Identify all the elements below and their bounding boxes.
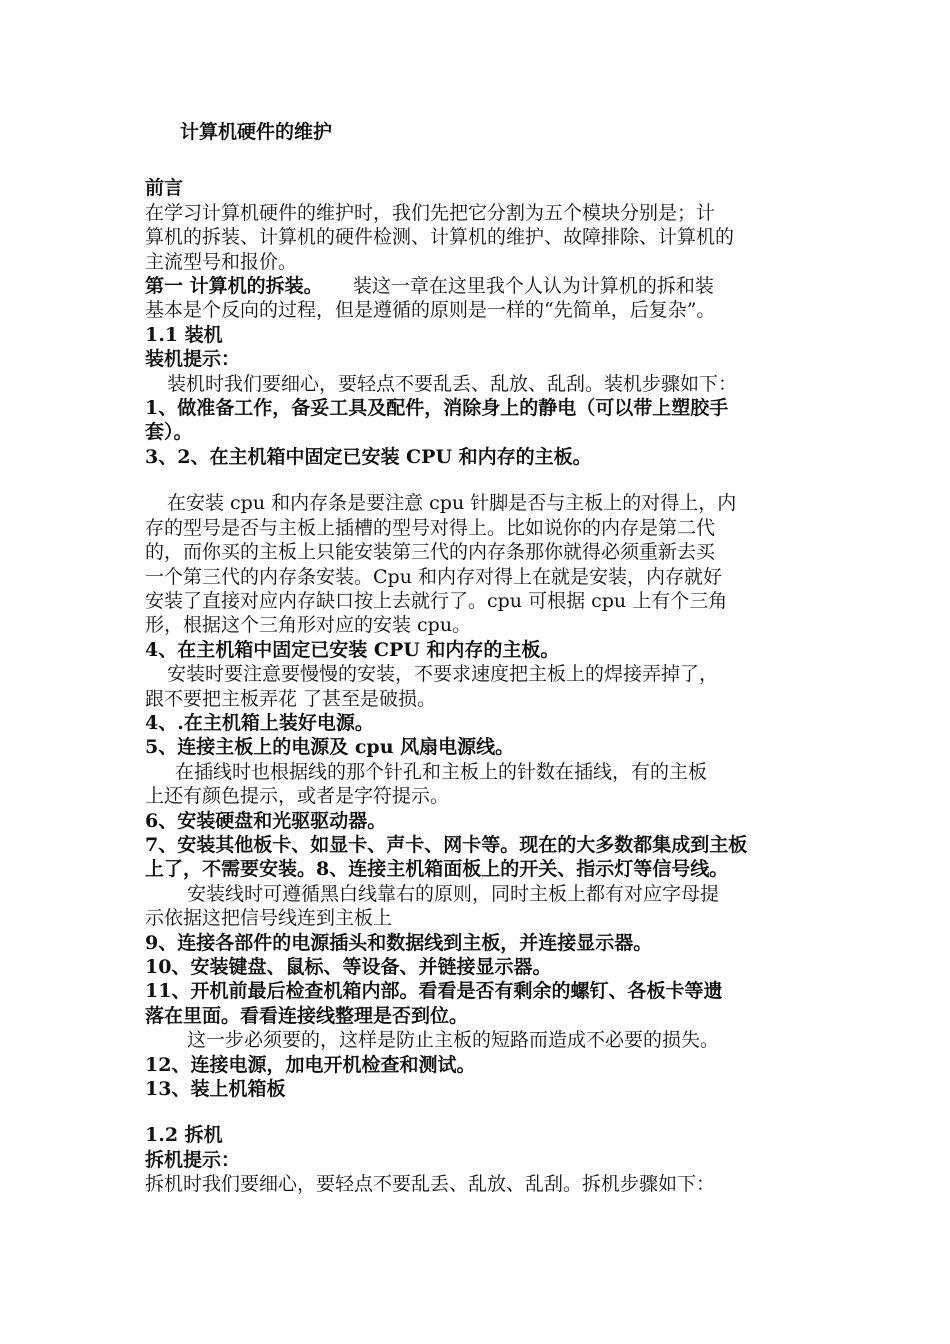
step-4a-note: 跟不要把主板弄花 了甚至是破损。	[145, 687, 437, 710]
cpu-note-line: 在安装 cpu 和内存条是要注意 cpu 针脚是否与主板上的对得上，内	[167, 492, 737, 515]
section-1-1-heading: 1.1 装机	[145, 323, 223, 346]
cpu-note-line: 的，而你买的主板上只能安装第三代的内存条那你就得必须重新去买	[145, 541, 716, 564]
step-5: 5、连接主板上的电源及 cpu 风扇电源线。	[145, 736, 515, 759]
chapter1-intro-text: 装这一章在这里我个人认为计算机的拆和装	[322, 275, 714, 298]
step-8-note: 安装线时可遵循黑白线靠右的原则，同时主板上都有对应字母提	[187, 882, 720, 905]
step-4a: 4、在主机箱中固定已安装 CPU 和内存的主板。	[145, 638, 560, 661]
step-1-cont: 套）。	[145, 421, 193, 444]
step-5-note: 在插线时也根据线的那个针孔和主板上的针数在插线，有的主板	[175, 760, 708, 783]
assembly-tips-text: 装机时我们要细心，要轻点不要乱丢、乱放、乱刮。装机步骤如下：	[167, 372, 738, 395]
cpu-note-line: 存的型号是否与主板上插槽的型号对得上。比如说你的内存是第二代	[145, 516, 716, 539]
step-5-note: 上还有颜色提示，或者是字符提示。	[145, 785, 450, 808]
step-13: 13、装上机箱板	[145, 1078, 286, 1101]
cpu-note-line: 安装了直接对应内存缺口按上去就行了。cpu 可根据 cpu 上有个三角	[145, 589, 728, 612]
step-11-note: 这一步必须要的，这样是防止主板的短路而造成不必要的损失。	[187, 1029, 720, 1052]
cpu-note-line: 一个第三代的内存条安装。Cpu 和内存对得上在就是安装，内存就好	[145, 565, 722, 588]
disassembly-tips-text: 拆机时我们要细心，要轻点不要乱丢、乱放、乱刮。拆机步骤如下：	[145, 1173, 716, 1196]
document-title: 计算机硬件的维护	[180, 121, 333, 143]
spacer	[145, 1101, 815, 1123]
preface-line: 主流型号和报价。	[145, 250, 298, 273]
step-11-cont: 落在里面。看看连接线整理是否到位。	[145, 1004, 469, 1027]
step-4a-note: 安装时要注意要慢慢的安装，不要求速度把主板上的焊接弄掉了，	[167, 663, 719, 686]
chapter1-intro	[145, 274, 815, 298]
step-9: 9、连接各部件的电源插头和数据线到主板，并连接显示器。	[145, 931, 653, 954]
preface-line: 在学习计算机硬件的维护时，我们先把它分割为五个模块分别是；计	[145, 201, 716, 224]
step-7: 7、安装其他板卡、如显卡、声卡、网卡等。现在的大多数都集成到主板	[145, 833, 748, 856]
step-7-8: 上了，不需要安装。8、连接主机箱面板上的开关、指示灯等信号线。	[145, 858, 729, 881]
preface-line: 算机的拆装、计算机的硬件检测、计算机的维护、故障排除、计算机的	[145, 226, 735, 249]
spacer	[145, 469, 815, 491]
step-11: 11、开机前最后检查机箱内部。看看是否有剩余的螺钉、各板卡等遗	[145, 980, 723, 1003]
document-page	[145, 120, 815, 1197]
spacer	[145, 144, 815, 176]
step-12: 12、连接电源，加电开机检查和测试。	[145, 1053, 476, 1076]
chapter1-heading: 第一 计算机的拆装。	[145, 275, 323, 298]
step-8-note: 示依据这把信号线连到主板上	[145, 907, 393, 930]
section-1-2-heading: 1.2 拆机	[145, 1124, 223, 1147]
step-10: 10、安装键盘、鼠标、等设备、并链接显示器。	[145, 956, 552, 978]
chapter1-intro-line2: 基本是个反向的过程，但是遵循的原则是一样的“先简单，后复杂”。	[145, 299, 716, 322]
disassembly-tips-heading: 拆机提示：	[145, 1148, 241, 1171]
preface-heading: 前言	[145, 177, 184, 200]
assembly-tips-heading: 装机提示：	[145, 348, 241, 371]
cpu-note-line: 形，根据这个三角形对应的安装 cpu。	[145, 614, 472, 637]
step-1: 1、做准备工作，备妥工具及配件，消除身上的静电（可以带上塑胶手	[145, 397, 729, 420]
step-4b: 4、.在主机箱上装好电源。	[145, 711, 374, 734]
step-3: 3、2、在主机箱中固定已安装 CPU 和内存的主板。	[145, 445, 592, 468]
step-6: 6、安装硬盘和光驱驱动器。	[145, 809, 387, 832]
